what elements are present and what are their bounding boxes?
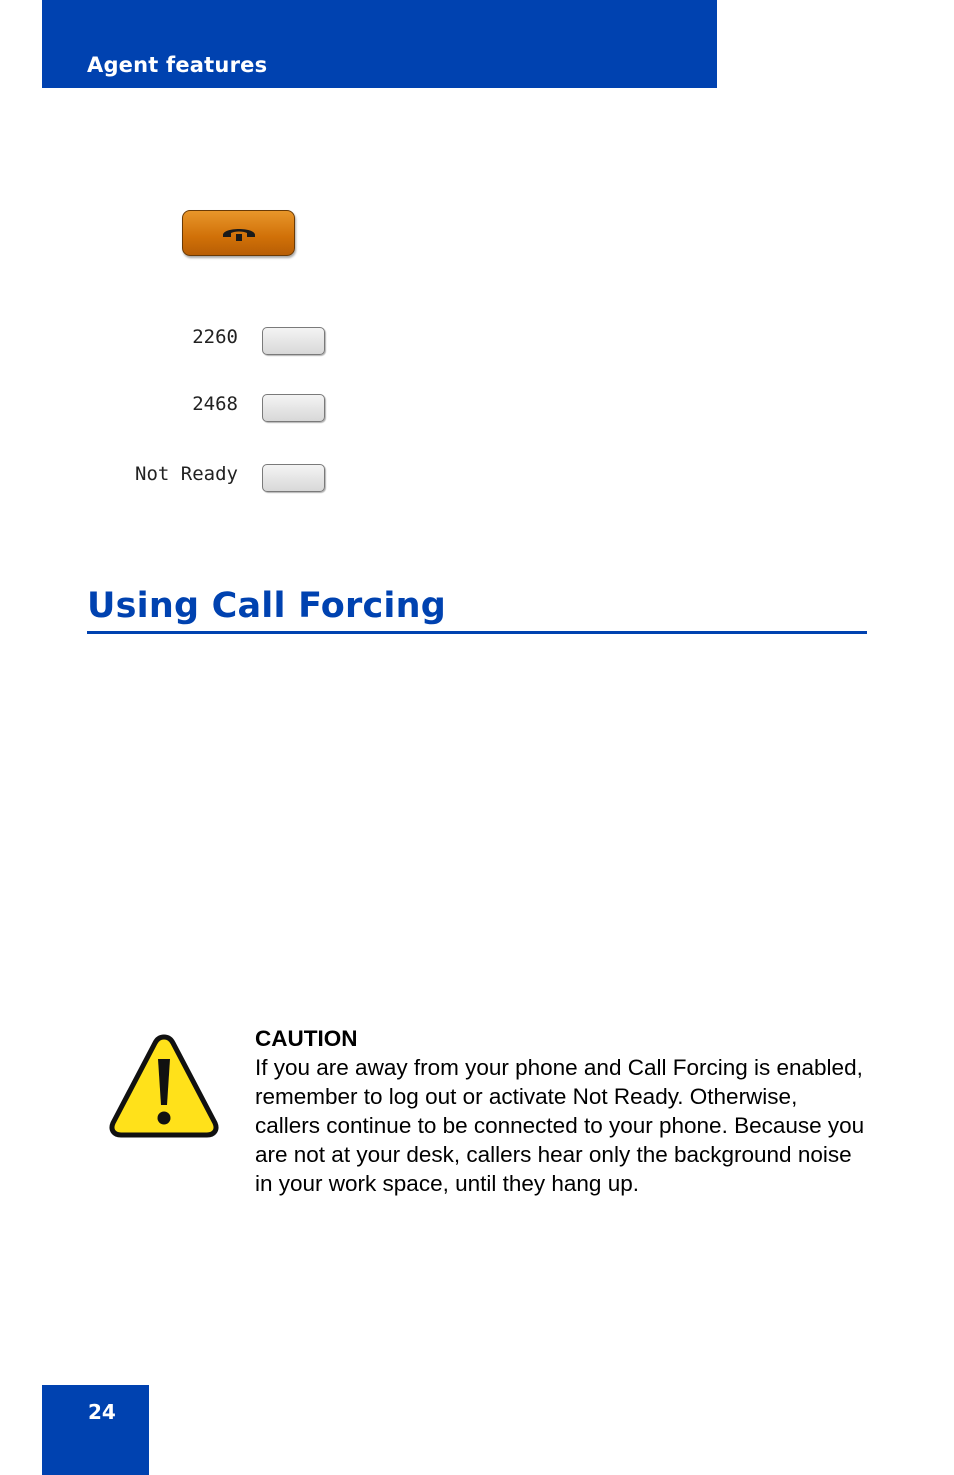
- caution-heading: CAUTION: [255, 1026, 358, 1051]
- warning-icon: [108, 1033, 220, 1139]
- header-bar: [42, 0, 717, 88]
- release-key[interactable]: [182, 210, 295, 256]
- line-key-label-not-ready: Not Ready: [135, 463, 238, 485]
- line-key-2468[interactable]: [262, 394, 325, 422]
- section-divider: [87, 631, 867, 634]
- line-key-not-ready[interactable]: [262, 464, 325, 492]
- page-number: 24: [88, 1400, 116, 1424]
- line-key-2260[interactable]: [262, 327, 325, 355]
- section-title: Using Call Forcing: [87, 586, 447, 626]
- caution-text: If you are away from your phone and Call Forcing is enabled, remember to log out or activate Not Ready. Otherwise, callers continue to be connected to your phone. Because you are not at your desk, callers hear only the background noise in your work space, until they hang up.: [255, 1055, 865, 1196]
- line-key-label-2260: 2260: [192, 326, 238, 348]
- header-title: Agent features: [87, 53, 268, 77]
- line-key-label-2468: 2468: [192, 393, 238, 415]
- handset-icon: [219, 221, 259, 245]
- caution-block: [255, 1024, 865, 1198]
- footer-page-box: [42, 1385, 149, 1475]
